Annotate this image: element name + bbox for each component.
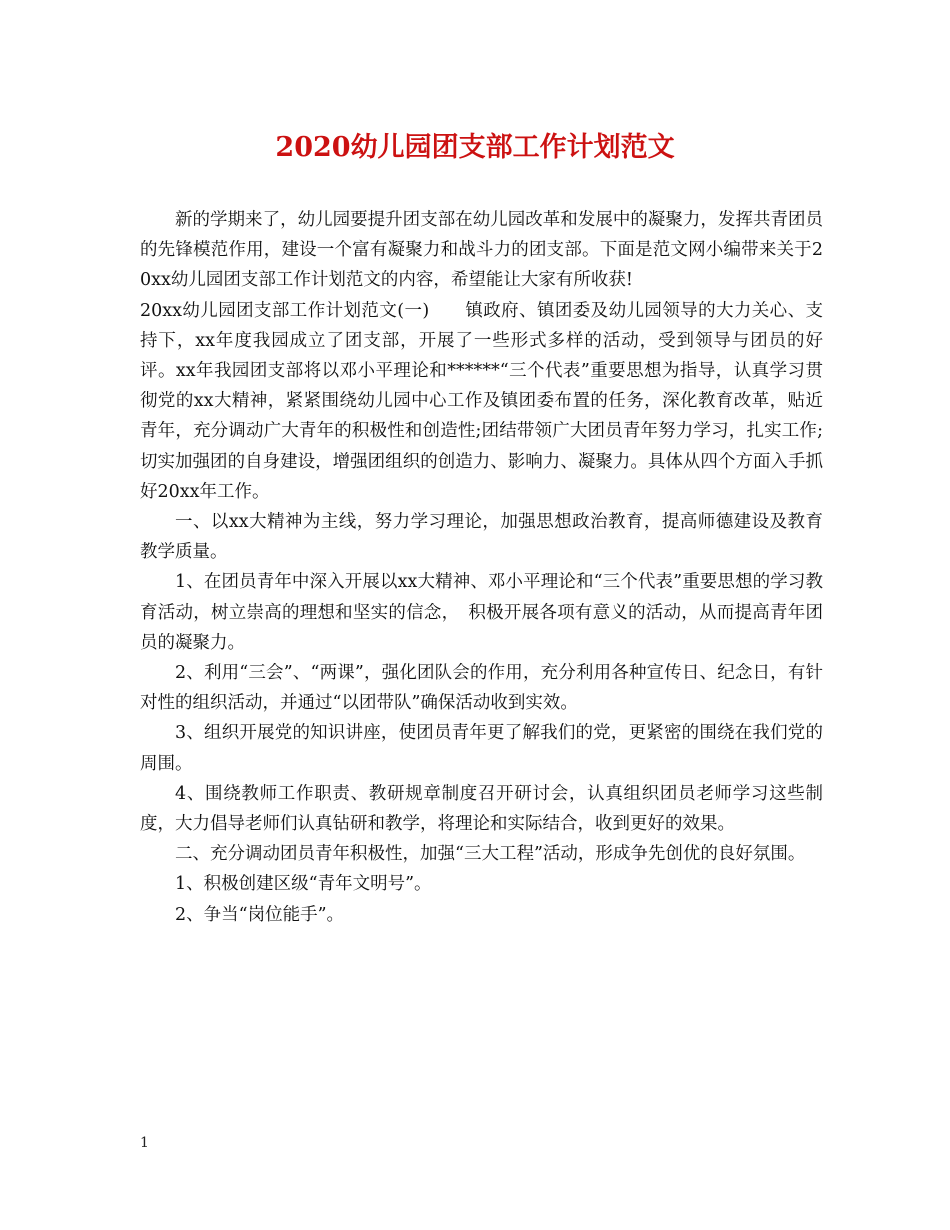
section-one-item-2: 2、利用“三会”、“两课”，强化团队会的作用，充分利用各种宣传日、纪念日，有针对性的组织活动，并通过“以团带队”确保活动收到实效。 bbox=[140, 663, 823, 714]
section-two-item-1: 1、积极创建区级“青年文明号”。 bbox=[175, 874, 432, 895]
section-one-heading: 一、以xx大精神为主线，努力学习理论，加强思想政治教育，提高师德建设及教育教学质量。 bbox=[140, 512, 823, 563]
section-one-item-3: 3、组织开展党的知识讲座，使团员青年更了解我们的党，更紧密的围绕在我们党的周围。 bbox=[140, 723, 823, 774]
document-title: 2020幼儿园团支部工作计划范文 bbox=[275, 132, 675, 163]
page-number: 1 bbox=[140, 1135, 149, 1151]
plan-overview-paragraph: 20xx幼儿园团支部工作计划范文(一) 镇政府、镇团委及幼儿园领导的大力关心、支持下，xx年度我园成立了团支部，开展了一些形式多样的活动，受到领导与团员的好评。xx年我园团支部将以邓小平理论和******“三个代表”重要思想为指导，认真学习贯彻党的xx大精神，紧紧围绕幼儿园中心工作及镇团委布置的任务，深化教育改革，贴近青年，充分调动广大青年的积极性和创造性;团结带领广大团员青年努力学习，扎实工作;切实加强团的自身建设，增强团组织的创造力、影响力、凝聚力。具体从四个方面入手抓好20xx年工作。 bbox=[140, 300, 823, 502]
section-one-item-1: 1、在团员青年中深入开展以xx大精神、邓小平理论和“三个代表”重要思想的学习教育活动，树立崇高的理想和坚实的信念， 积极开展各项有意义的活动，从而提高青年团员的凝聚力。 bbox=[140, 572, 823, 653]
section-one-item-4: 4、围绕教师工作职责、教研规章制度召开研讨会，认真组织团员老师学习这些制度，大力倡导老师们认真钻研和教学，将理论和实际结合，收到更好的效果。 bbox=[140, 783, 823, 835]
intro-paragraph: 新的学期来了，幼儿园要提升团支部在幼儿园改革和发展中的凝聚力，发挥共青团员的先锋模范作用，建设一个富有凝聚力和战斗力的团支部。下面是范文网小编带来关于20xx幼儿园团支部工作计划范文的内容，希望能让大家有所收获! bbox=[140, 210, 823, 291]
document-body bbox=[140, 205, 823, 930]
section-two-heading: 二、充分调动团员青年积极性，加强“三大工程”活动，形成争先创优的良好氛围。 bbox=[175, 844, 806, 865]
section-two-item-2: 2、争当“岗位能手”。 bbox=[175, 904, 345, 925]
